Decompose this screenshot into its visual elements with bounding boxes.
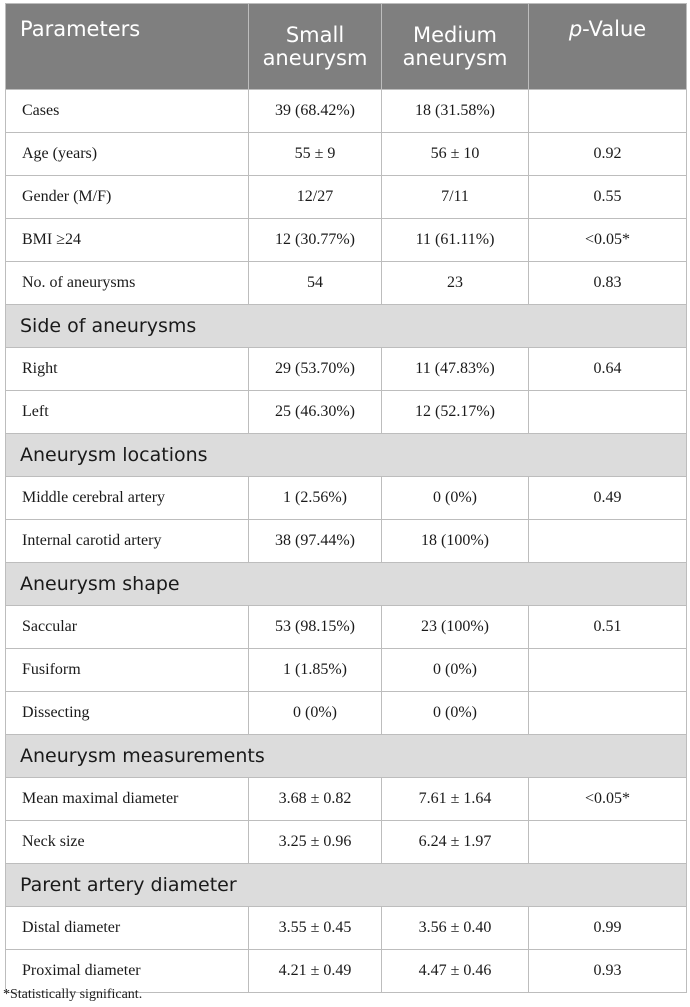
medium-value: 7.61 ± 1.64 xyxy=(382,778,529,821)
table-row xyxy=(6,907,687,950)
table-row xyxy=(6,477,687,520)
header-p-value xyxy=(529,4,687,90)
section-title: Aneurysm measurements xyxy=(6,735,687,778)
header-parameters: Parameters xyxy=(6,4,249,90)
p-value: 0.93 xyxy=(529,950,687,993)
small-value: 3.68 ± 0.82 xyxy=(249,778,382,821)
table-row xyxy=(6,391,687,434)
small-value: 39 (68.42%) xyxy=(249,90,382,133)
section-title: Side of aneurysms xyxy=(6,305,687,348)
medium-value: 11 (47.83%) xyxy=(382,348,529,391)
p-value: 0.83 xyxy=(529,262,687,305)
section-row-shape xyxy=(6,563,687,606)
data-table-container xyxy=(5,3,686,993)
medium-value: 7/11 xyxy=(382,176,529,219)
section-row-parent xyxy=(6,864,687,907)
table-row xyxy=(6,606,687,649)
row-label: Cases xyxy=(6,90,249,133)
medium-value: 3.56 ± 0.40 xyxy=(382,907,529,950)
small-value: 55 ± 9 xyxy=(249,133,382,176)
row-label: Middle cerebral artery xyxy=(6,477,249,520)
small-value: 12/27 xyxy=(249,176,382,219)
small-value: 25 (46.30%) xyxy=(249,391,382,434)
row-label: Saccular xyxy=(6,606,249,649)
small-value: 1 (1.85%) xyxy=(249,649,382,692)
header-small-line2: aneurysm xyxy=(262,45,368,70)
p-value xyxy=(529,649,687,692)
medium-value: 6.24 ± 1.97 xyxy=(382,821,529,864)
small-value: 0 (0%) xyxy=(249,692,382,735)
header-small-line1: Small xyxy=(285,22,345,47)
table-row xyxy=(6,219,687,262)
p-value xyxy=(529,821,687,864)
section-title: Aneurysm shape xyxy=(6,563,687,606)
row-label: Distal diameter xyxy=(6,907,249,950)
small-value: 1 (2.56%) xyxy=(249,477,382,520)
row-label: No. of aneurysms xyxy=(6,262,249,305)
medium-value: 56 ± 10 xyxy=(382,133,529,176)
medium-value: 0 (0%) xyxy=(382,692,529,735)
p-value xyxy=(529,692,687,735)
header-p-rest: -Value xyxy=(582,17,647,41)
medium-value: 11 (61.11%) xyxy=(382,219,529,262)
small-value: 12 (30.77%) xyxy=(249,219,382,262)
row-label: Internal carotid artery xyxy=(6,520,249,563)
small-value: 29 (53.70%) xyxy=(249,348,382,391)
small-value: 4.21 ± 0.49 xyxy=(249,950,382,993)
medium-value: 18 (100%) xyxy=(382,520,529,563)
table-row xyxy=(6,692,687,735)
p-value: 0.55 xyxy=(529,176,687,219)
table-row xyxy=(6,90,687,133)
table-row xyxy=(6,348,687,391)
medium-value: 18 (31.58%) xyxy=(382,90,529,133)
medium-value: 4.47 ± 0.46 xyxy=(382,950,529,993)
header-small-aneurysm xyxy=(249,4,382,90)
row-label: Neck size xyxy=(6,821,249,864)
table-row xyxy=(6,176,687,219)
row-label: Right xyxy=(6,348,249,391)
table-footnote: *Statistically significant. xyxy=(3,987,143,1002)
p-value xyxy=(529,90,687,133)
p-value: 0.64 xyxy=(529,348,687,391)
header-medium-aneurysm xyxy=(382,4,529,90)
small-value: 38 (97.44%) xyxy=(249,520,382,563)
small-value: 3.55 ± 0.45 xyxy=(249,907,382,950)
medium-value: 0 (0%) xyxy=(382,649,529,692)
medium-value: 23 xyxy=(382,262,529,305)
p-value: <0.05* xyxy=(529,219,687,262)
row-label: Left xyxy=(6,391,249,434)
section-title: Parent artery diameter xyxy=(6,864,687,907)
table-header-row xyxy=(6,4,687,90)
medium-value: 12 (52.17%) xyxy=(382,391,529,434)
table-row xyxy=(6,649,687,692)
row-label: Fusiform xyxy=(6,649,249,692)
p-value: 0.51 xyxy=(529,606,687,649)
p-value: 0.92 xyxy=(529,133,687,176)
p-value: 0.99 xyxy=(529,907,687,950)
section-row-locations xyxy=(6,434,687,477)
p-value: <0.05* xyxy=(529,778,687,821)
header-medium-line1: Medium xyxy=(413,22,497,47)
p-value xyxy=(529,520,687,563)
row-label: Mean maximal diameter xyxy=(6,778,249,821)
row-label: Gender (M/F) xyxy=(6,176,249,219)
medium-value: 0 (0%) xyxy=(382,477,529,520)
table-row xyxy=(6,262,687,305)
small-value: 53 (98.15%) xyxy=(249,606,382,649)
small-value: 54 xyxy=(249,262,382,305)
table-row xyxy=(6,133,687,176)
medium-value: 23 (100%) xyxy=(382,606,529,649)
table-row xyxy=(6,778,687,821)
p-value xyxy=(529,391,687,434)
table-row xyxy=(6,821,687,864)
section-title: Aneurysm locations xyxy=(6,434,687,477)
p-value: 0.49 xyxy=(529,477,687,520)
row-label: Dissecting xyxy=(6,692,249,735)
table-row xyxy=(6,520,687,563)
section-row-measurements xyxy=(6,735,687,778)
row-label: BMI ≥24 xyxy=(6,219,249,262)
row-label: Age (years) xyxy=(6,133,249,176)
aneurysm-comparison-table xyxy=(5,3,687,993)
row-label: Proximal diameter xyxy=(6,950,249,993)
small-value: 3.25 ± 0.96 xyxy=(249,821,382,864)
header-p-italic: p xyxy=(568,17,583,41)
section-row-side xyxy=(6,305,687,348)
header-medium-line2: aneurysm xyxy=(402,45,508,70)
